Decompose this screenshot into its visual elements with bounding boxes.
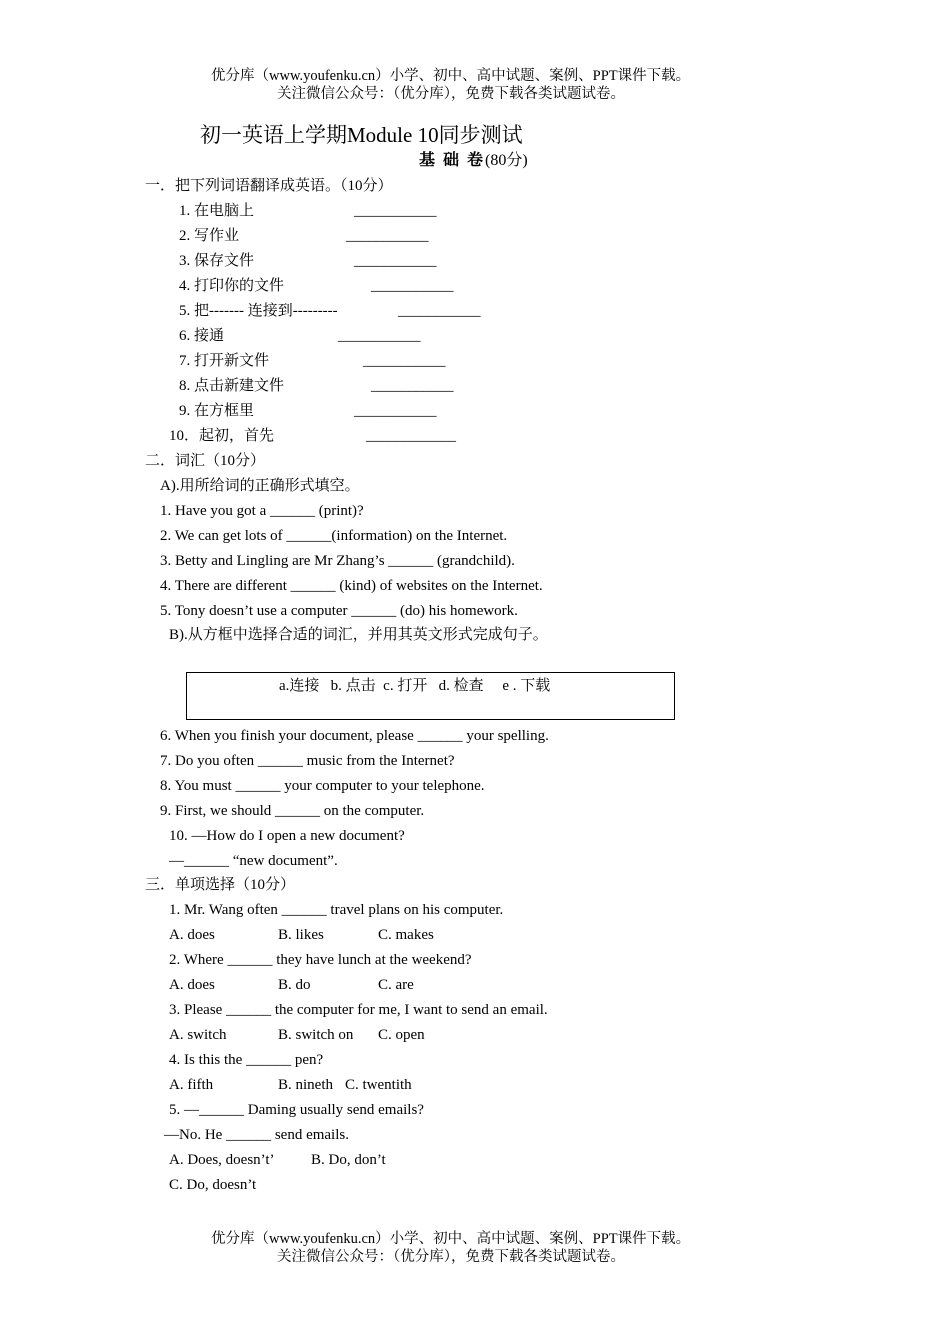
s3-q3-option-c: C. open	[378, 1027, 425, 1043]
section1-heading: 一．把下列词语翻译成英语。（10分）	[145, 178, 393, 194]
s3-question-2: 2. Where ______ they have lunch at the weekend?	[169, 952, 472, 968]
s3-q5-option-c: C. Do, doesn’t	[169, 1177, 257, 1193]
s3-q1-option-a: A. does	[169, 927, 215, 943]
s2b-item-8: 8. You must ______ your computer to your telephone.	[160, 778, 485, 794]
s1-item-7: 7. 打开新文件	[179, 353, 270, 369]
s3-q1-option-c: C. makes	[378, 927, 434, 943]
s1-blank-8: ___________	[371, 378, 454, 394]
page-subtitle	[419, 151, 528, 171]
s1-item-3: 3. 保存文件	[179, 253, 255, 269]
s3-question-5: 5. —______ Daming usually send emails?	[169, 1102, 424, 1118]
s3-q2-option-b: B. do	[278, 977, 311, 993]
footer-line-2: 关注微信公众号：（优分库），免费下载各类试题试卷。	[277, 1249, 625, 1265]
s3-q5-option-b: B. Do, don’t	[311, 1152, 386, 1168]
page-title: 初一英语上学期Module 10同步测试	[200, 123, 523, 147]
s1-blank-1: ___________	[354, 203, 437, 219]
section3-heading: 三．单项选择（10分）	[145, 877, 296, 893]
s3-question-3: 3. Please ______ the computer for me, I want to send an email.	[169, 1002, 548, 1018]
footer-line-1: 优分库（www.youfenku.cn）小学、初中、高中试题、案例、PPT课件下载。	[211, 1231, 691, 1247]
s3-q4-option-b: B. nineth	[278, 1077, 333, 1093]
subtitle-score: (80分)	[485, 152, 528, 169]
s3-question-1: 1. Mr. Wang often ______ travel plans on his computer.	[169, 902, 504, 918]
s1-blank-3: ___________	[354, 253, 437, 269]
s2a-item-1: 1. Have you got a ______ (print)?	[160, 503, 364, 519]
s2b-item-6: 6. When you finish your document, please ______ your spelling.	[160, 728, 549, 744]
s2a-item-2: 2. We can get lots of ______(information) on the Internet.	[160, 528, 508, 544]
s2b-item-10: 10. —How do I open a new document?	[169, 828, 405, 844]
subtitle-bold: 基 础 卷	[419, 152, 486, 169]
s1-item-2: 2. 写作业	[179, 228, 240, 244]
s3-question-5-reply: —No. He ______ send emails.	[164, 1127, 349, 1143]
s2b-item-9: 9. First, we should ______ on the computer.	[160, 803, 425, 819]
s3-question-4: 4. Is this the ______ pen?	[169, 1052, 324, 1068]
section2-heading: 二．词汇（10分）	[145, 453, 266, 469]
s1-item-5: 5. 把------- 连接到---------	[179, 303, 338, 319]
section2-part-a: A).用所给词的正确形式填空。	[160, 478, 360, 494]
s1-item-6: 6. 接通	[179, 328, 225, 344]
s1-blank-4: ___________	[371, 278, 454, 294]
word-box-content: a.连接 b. 点击 c. 打开 d. 检查 e . 下载	[279, 678, 551, 694]
s3-q4-option-c: C. twentith	[345, 1077, 412, 1093]
s3-q2-option-c: C. are	[378, 977, 414, 993]
s1-blank-2: ___________	[346, 228, 429, 244]
s1-blank-7: ___________	[363, 353, 446, 369]
s1-blank-6: ___________	[338, 328, 421, 344]
header-line-1: 优分库（www.youfenku.cn）小学、初中、高中试题、案例、PPT课件下载。	[211, 68, 691, 84]
s1-blank-10: ____________	[366, 428, 456, 444]
s3-q5-option-a: A. Does, doesn’t’	[169, 1152, 275, 1168]
s2b-item-7: 7. Do you often ______ music from the Internet?	[160, 753, 455, 769]
s1-item-9: 9. 在方框里	[179, 403, 255, 419]
s1-blank-5: ___________	[398, 303, 481, 319]
s2a-item-5: 5. Tony doesn’t use a computer ______ (do) his homework.	[160, 603, 518, 619]
s1-blank-9: ___________	[354, 403, 437, 419]
s3-q3-option-a: A. switch	[169, 1027, 227, 1043]
s2a-item-3: 3. Betty and Lingling are Mr Zhang’s ______ (grandchild).	[160, 553, 515, 569]
section2-part-b: B).从方框中选择合适的词汇，并用其英文形式完成句子。	[169, 627, 548, 643]
header-line-2: 关注微信公众号：（优分库），免费下载各类试题试卷。	[277, 86, 625, 102]
s3-q1-option-b: B. likes	[278, 927, 324, 943]
s2b-item-10-answer: —______ “new document”.	[169, 853, 338, 869]
s1-item-10: 10．起初，首先	[169, 428, 275, 444]
s1-item-8: 8. 点击新建文件	[179, 378, 285, 394]
s3-q2-option-a: A. does	[169, 977, 215, 993]
s3-q3-option-b: B. switch on	[278, 1027, 354, 1043]
s1-item-1: 1. 在电脑上	[179, 203, 255, 219]
s1-item-4: 4. 打印你的文件	[179, 278, 285, 294]
s2a-item-4: 4. There are different ______ (kind) of websites on the Internet.	[160, 578, 543, 594]
s3-q4-option-a: A. fifth	[169, 1077, 214, 1093]
